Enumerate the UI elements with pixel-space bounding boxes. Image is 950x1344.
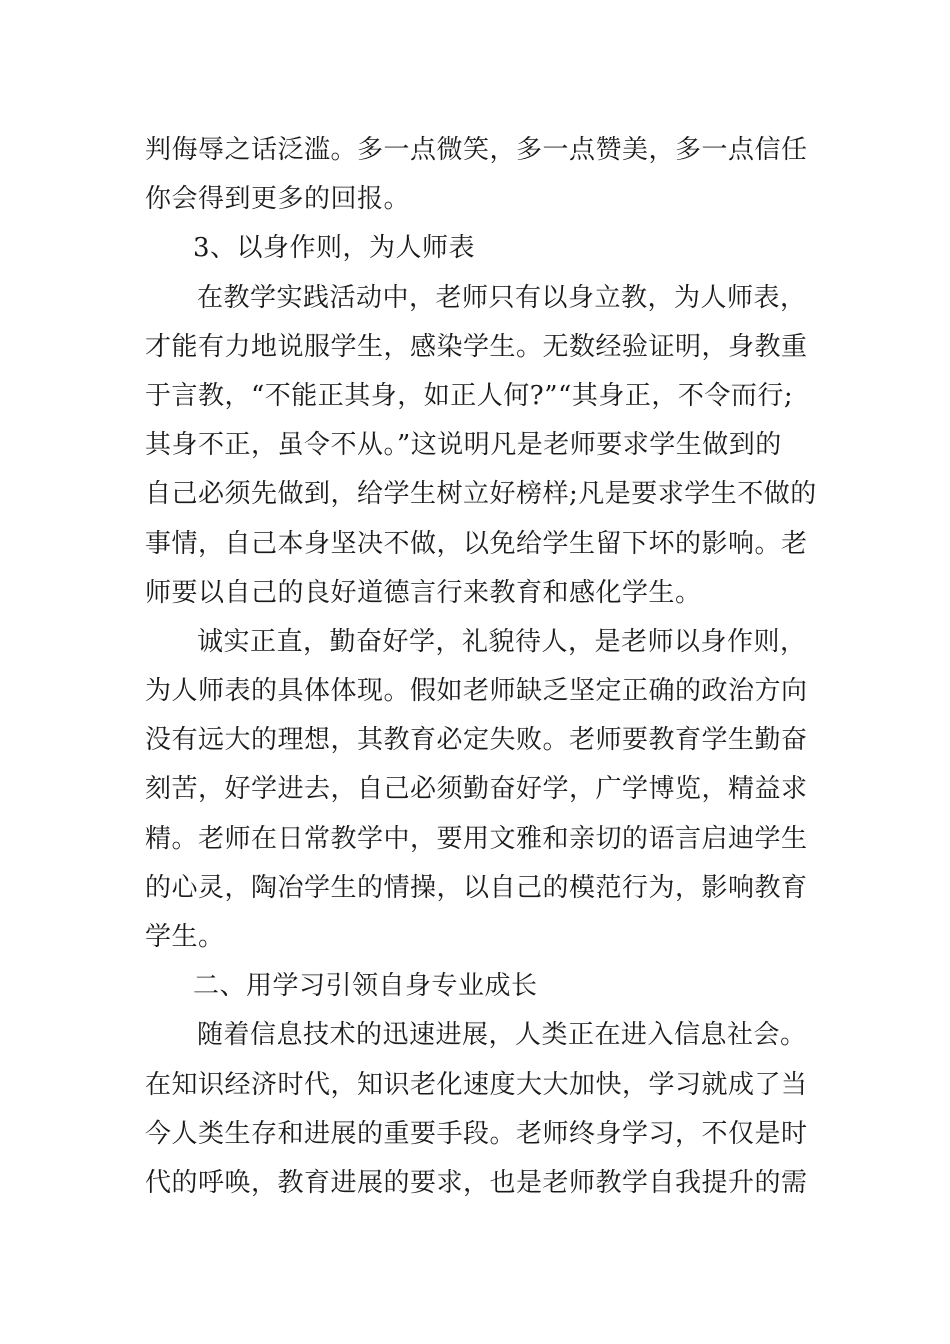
paragraph-start: 随着信息技术的迅速进展，人类正在进入信息社会。 xyxy=(197,1020,807,1051)
text-line: 刻苦，好学进去，自己必须勤奋好学，广学博览，精益求 xyxy=(145,774,808,805)
text-line: 在知识经济时代，知识老化速度大大加快，学习就成了当 xyxy=(145,1069,808,1100)
section-heading: 3、以身作则，为人师表 xyxy=(193,233,476,264)
text-line: 精。老师在日常教学中，要用文雅和亲切的语言启迪学生 xyxy=(145,823,808,854)
text-line: 学生。 xyxy=(145,922,225,952)
section-heading: 二、用学习引领自身专业成长 xyxy=(193,971,538,1002)
text-line: 你会得到更多的回报。 xyxy=(145,184,411,215)
text-line: 师要以自己的良好道德言行来教育和感化学生。 xyxy=(145,577,702,608)
text-line: 代的呼唤，教育进展的要求，也是老师教学自我提升的需 xyxy=(145,1167,808,1198)
text-line: 判侮辱之话泛滥。多一点微笑，多一点赞美，多一点信任 xyxy=(145,135,808,165)
text-line: 今人类生存和进展的重要手段。老师终身学习，不仅是时 xyxy=(145,1118,808,1149)
text-line: 自己必须先做到，给学生树立好榜样;凡是要求学生不做的 xyxy=(145,479,817,510)
text-line: 才能有力地说服学生，感染学生。无数经验证明，身教重 xyxy=(145,331,808,362)
paragraph-start: 在教学实践活动中，老师只有以身立教，为人师表， xyxy=(197,282,807,313)
text-line: 事情，自己本身坚决不做，以免给学生留下坏的影响。老 xyxy=(145,528,808,559)
text-line: 的心灵，陶冶学生的情操，以自己的模范行为，影响教育 xyxy=(145,872,808,903)
body-text xyxy=(145,126,825,1208)
text-line: 没有远大的理想，其教育必定失败。老师要教育学生勤奋 xyxy=(145,725,808,756)
text-line: 为人师表的具体体现。假如老师缺乏坚定正确的政治方向 xyxy=(145,676,808,707)
text-line: 于言教，“不能正其身，如正人何?”“其身正，不令而行; xyxy=(145,380,794,411)
text-line: 其身不正，虽令不从。”这说明凡是老师要求学生做到的 xyxy=(145,430,782,461)
paragraph-start: 诚实正直，勤奋好学，礼貌待人，是老师以身作则， xyxy=(197,626,807,657)
